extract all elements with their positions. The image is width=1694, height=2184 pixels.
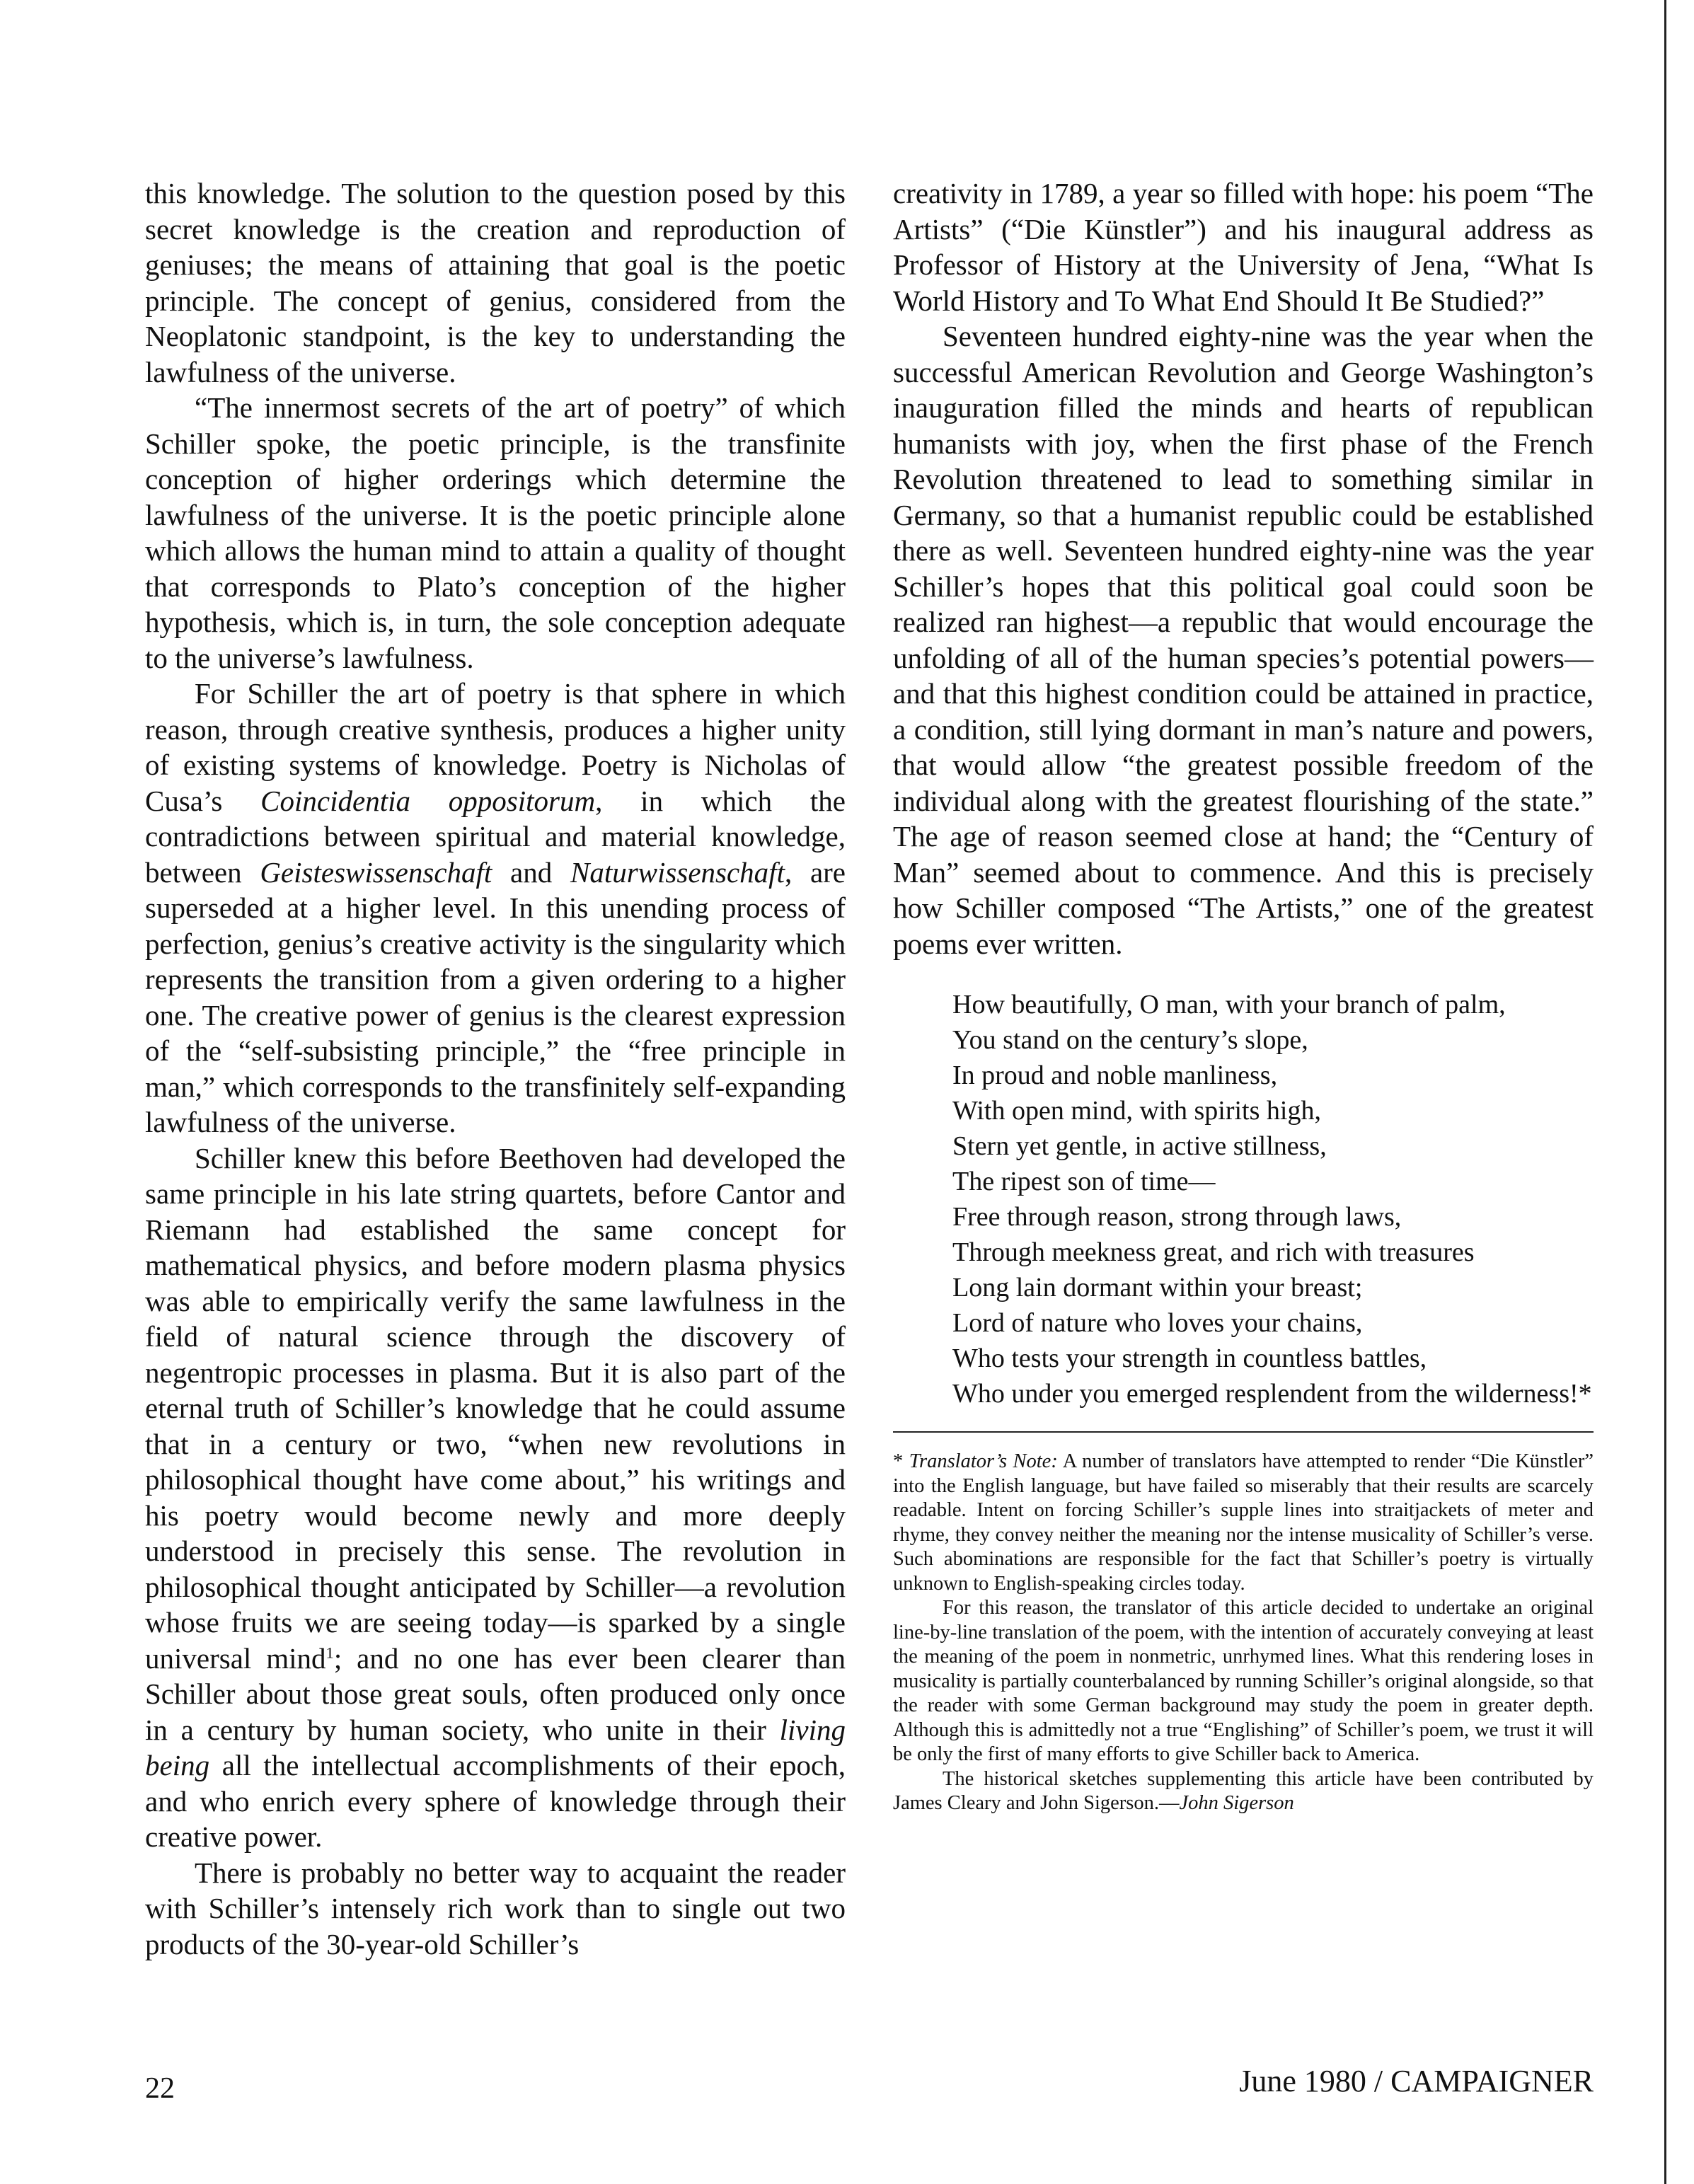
poem-line: Free through reason, strong through laws, bbox=[952, 1202, 1402, 1232]
poem-line: Lord of nature who loves your chains, bbox=[952, 1308, 1363, 1338]
poem-line: Who tests your strength in countless battles, bbox=[952, 1344, 1427, 1373]
footnote-paragraph bbox=[893, 1767, 1594, 1816]
italic-term: Coincidentia oppositorum bbox=[260, 784, 596, 817]
signature: John Sigerson bbox=[1179, 1792, 1294, 1814]
italic-term: Naturwissenschaft bbox=[570, 855, 785, 889]
italic-term: living being bbox=[145, 1713, 846, 1781]
italic-term: Geisteswissenschaft bbox=[260, 855, 492, 889]
text-run: , in which the contradictions between spiritual and material knowledge, between bbox=[145, 784, 846, 889]
paragraph bbox=[145, 1140, 846, 1855]
text-run: , are superseded at a higher level. In this unending process of perfection, genius’s creative activity is the singularity which represents the transition from a given ordering to a higher one. The creative power of genius is the clearest expression of the “self-subsisting principle,” the “free principle in man,” which corresponds to the transfinitely self-expanding lawfulness of the universe. bbox=[145, 855, 846, 1138]
poem-line: Long lain dormant within your breast; bbox=[952, 1273, 1363, 1302]
text-run: Schiller knew this before Beethoven had developed the same principle in his late string quartets, before Cantor and Riemann had established the same concept for mathematical physics, and before modern plasma physics was able to empirically verify the same lawfulness in the field of natural science through the discovery of negentropic processes in plasma. But it is also part of the eternal truth of Schiller’s knowledge that he could assume that in a century or two, “when new revolutions in philosophical thought have come about,” his writings and his poetry would become newly and more deeply understood in precisely this sense. The revolution in philosophical thought anticipated by Schiller—a revolution whose fruits we are seeing today—is sparked by a single universal mind bbox=[145, 1141, 846, 1675]
text-run: For Schiller the art of poetry is that sphere in which reason, through creative synthesis, produces a higher unity of existing systems of knowledge. Poetry is Nicholas of Cusa’s bbox=[145, 677, 846, 817]
poem-line: With open mind, with spirits high, bbox=[952, 1096, 1321, 1126]
translator-note bbox=[893, 1450, 1594, 1816]
text-run: The historical sketches supplementing this article have been contributed by James Cleary and John Sigerson.— bbox=[893, 1767, 1594, 1814]
poem-excerpt bbox=[952, 987, 1594, 1411]
footnote-ref: 1 bbox=[325, 1643, 334, 1661]
poem-line: You stand on the century’s slope, bbox=[952, 1025, 1308, 1055]
footnote-paragraph: For this reason, the translator of this article decided to undertake an original line-by-line translation of the poem, with the intention of accurately conveying at least the meaning of the poem in nonmetric, unrhymed lines. What this rendering loses in musicality is partially counterbalanced by running Schiller’s original alongside, so that the reader with some German background may study the poem in greater depth. Although this is admittedly not a true “Englishing” of Schiller’s poem, we trust it will be only the first of many efforts to give Schiller back to America. bbox=[893, 1597, 1594, 1765]
text-run: and bbox=[492, 855, 570, 889]
text-run: A number of translators have attempted to render “Die Künstler” into the English language, but have failed so miserably that their results are scarcely readable. Intent on forcing Schiller’s supple lines into straitjackets of meter and rhyme, they convey neither the meaning nor the intense musicality of Schiller’s verse. Such abominations are responsible for the fact that Schiller’s poetry is virtually unknown to English-speaking circles today. bbox=[893, 1450, 1594, 1595]
left-column bbox=[145, 175, 846, 1962]
poem-line: Who under you emerged resplendent from the wilderness!* bbox=[952, 1379, 1592, 1409]
poem-line: The ripest son of time— bbox=[952, 1167, 1216, 1196]
page-edge-rule bbox=[1664, 0, 1666, 2184]
running-footer: June 1980 / CAMPAIGNER bbox=[1239, 2064, 1594, 2098]
poem-line: Stern yet gentle, in active stillness, bbox=[952, 1131, 1327, 1161]
text-run: ; and no one has ever been clearer than Schiller about those great souls, often produced only once in a century by human society, who unite in their bbox=[145, 1641, 846, 1746]
paragraph: Seventeen hundred eighty-nine was the year when the successful American Revolution and George Washington’s inauguration filled the minds and hearts of republican humanists with joy, when the first phase of the French Revolution threatened to lead to something similar in Germany, so that a humanist republic could be established there as well. Seventeen hundred eighty-nine was the year Schiller’s hopes that this political goal could soon be realized ran highest—a republic that would encourage the unfolding of all of the human species’s potential powers—and that this highest condition could be attained in practice, a condition, still lying dormant in man’s nature and powers, that would allow “the greatest possible freedom of the individual along with the greatest flourishing of the state.” The age of reason seemed close at hand; the “Century of Man” seemed about to commence. And this is precisely how Schiller composed “The Artists,” one of the greatest poems ever written. bbox=[893, 320, 1594, 960]
paragraph: creativity in 1789, a year so filled with hope: his poem “The Artists” (“Die Künstler”) and his inaugural address as Professor of History at the University of Jena, “What Is World History and To What End Should It Be Studied?” bbox=[893, 177, 1594, 317]
poem-line: How beautifully, O man, with your branch of palm, bbox=[952, 990, 1506, 1019]
footnote-label: Translator’s Note: bbox=[909, 1450, 1058, 1472]
page-number: 22 bbox=[145, 2072, 175, 2105]
footnote-marker: * bbox=[893, 1450, 904, 1472]
right-column bbox=[893, 175, 1594, 1816]
footnote-paragraph bbox=[893, 1450, 1594, 1596]
footnote-divider bbox=[893, 1431, 1594, 1433]
paragraph: There is probably no better way to acquaint the reader with Schiller’s intensely rich work than to single out two products of the 30-year-old Schiller’s bbox=[145, 1856, 846, 1960]
poem-line: Through meekness great, and rich with treasures bbox=[952, 1237, 1475, 1267]
paragraph bbox=[145, 676, 846, 1140]
paragraph: this knowledge. The solution to the question posed by this secret knowledge is the creation and reproduction of geniuses; the means of attaining that goal is the poetic principle. The concept of genius, considered from the Neoplatonic standpoint, is the key to understanding the lawfulness of the universe. bbox=[145, 177, 846, 388]
text-run: all the intellectual accomplishments of their epoch, and who enrich every sphere of knowledge through their creative power. bbox=[145, 1749, 846, 1853]
poem-line: In proud and noble manliness, bbox=[952, 1061, 1278, 1090]
paragraph: “The innermost secrets of the art of poetry” of which Schiller spoke, the poetic principle, is the transfinite conception of higher orderings which determine the lawfulness of the universe. It is the poetic principle alone which allows the human mind to attain a quality of thought that corresponds to Plato’s conception of the higher hypothesis, which is, in turn, the sole conception adequate to the universe’s lawfulness. bbox=[145, 391, 846, 674]
